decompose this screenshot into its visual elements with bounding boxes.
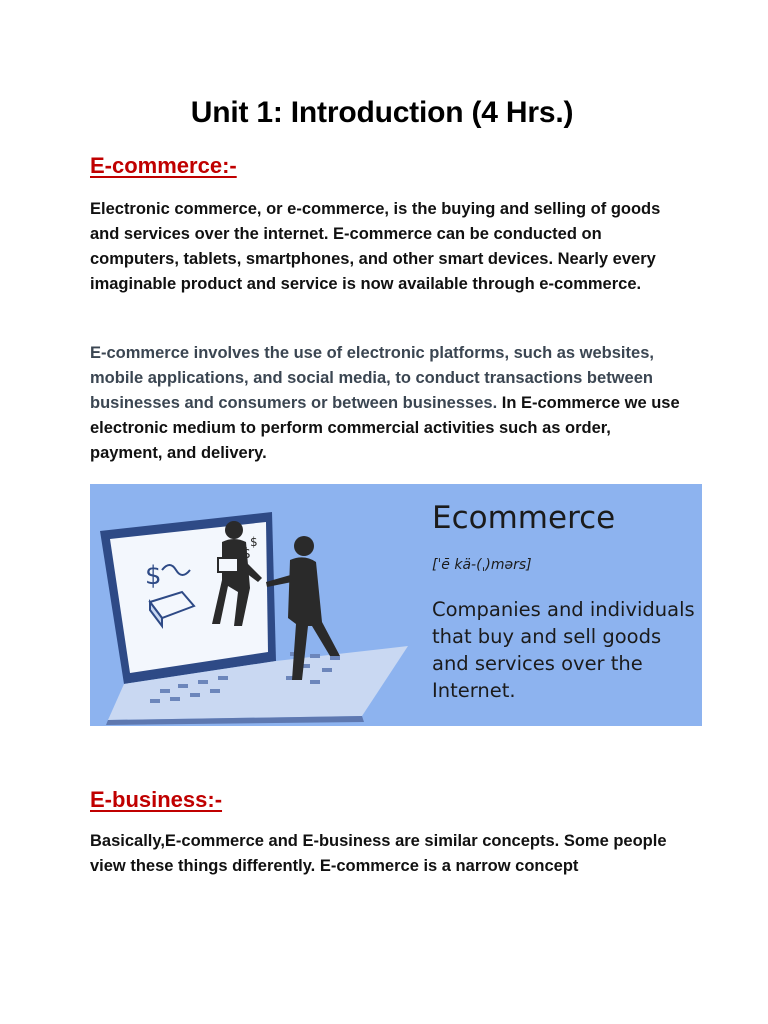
svg-text:$: $ xyxy=(145,561,162,591)
ecommerce-definition-paragraph: Electronic commerce, or e-commerce, is the buying and selling of goods and services over the internet. E-commerce can be conducted on computers, tablets, smartphones, and other smart devices. Nearly every imaginable product and service is now available through e-commerce. xyxy=(90,200,661,293)
banner-word: Ecommerce xyxy=(432,500,616,536)
ecommerce-platforms-paragraph xyxy=(90,341,680,466)
svg-text:$: $ xyxy=(242,546,251,562)
paragraph-muted-text: E-commerce involves the use of electronic platforms, such as websites, mobile applications, and social media, to conduct transactions between businesses and consumers or between businesses. xyxy=(90,344,654,412)
banner-pronunciation: [ˈē kä-(ˌ)mərs] xyxy=(432,557,532,573)
page-title: Unit 1: Introduction (4 Hrs.) xyxy=(190,96,574,129)
section-heading-ecommerce: E-commerce:- xyxy=(90,153,237,178)
banner-definition: Companies and individuals that buy and sell goods and services over the Internet. xyxy=(432,598,695,702)
svg-text:$: $ xyxy=(250,535,258,549)
ecommerce-banner-image xyxy=(90,484,702,726)
paragraph-normal-text: In E-commerce we use electronic medium to perform commercial activities such as order, payment, and delivery. xyxy=(90,394,680,462)
section-heading-ebusiness: E-business:- xyxy=(90,787,223,812)
ebusiness-paragraph: Basically,E-commerce and E-business are similar concepts. Some people view these things differently. E-commerce is a narrow concept xyxy=(90,832,667,875)
laptop-handshake-illustration xyxy=(90,484,430,726)
